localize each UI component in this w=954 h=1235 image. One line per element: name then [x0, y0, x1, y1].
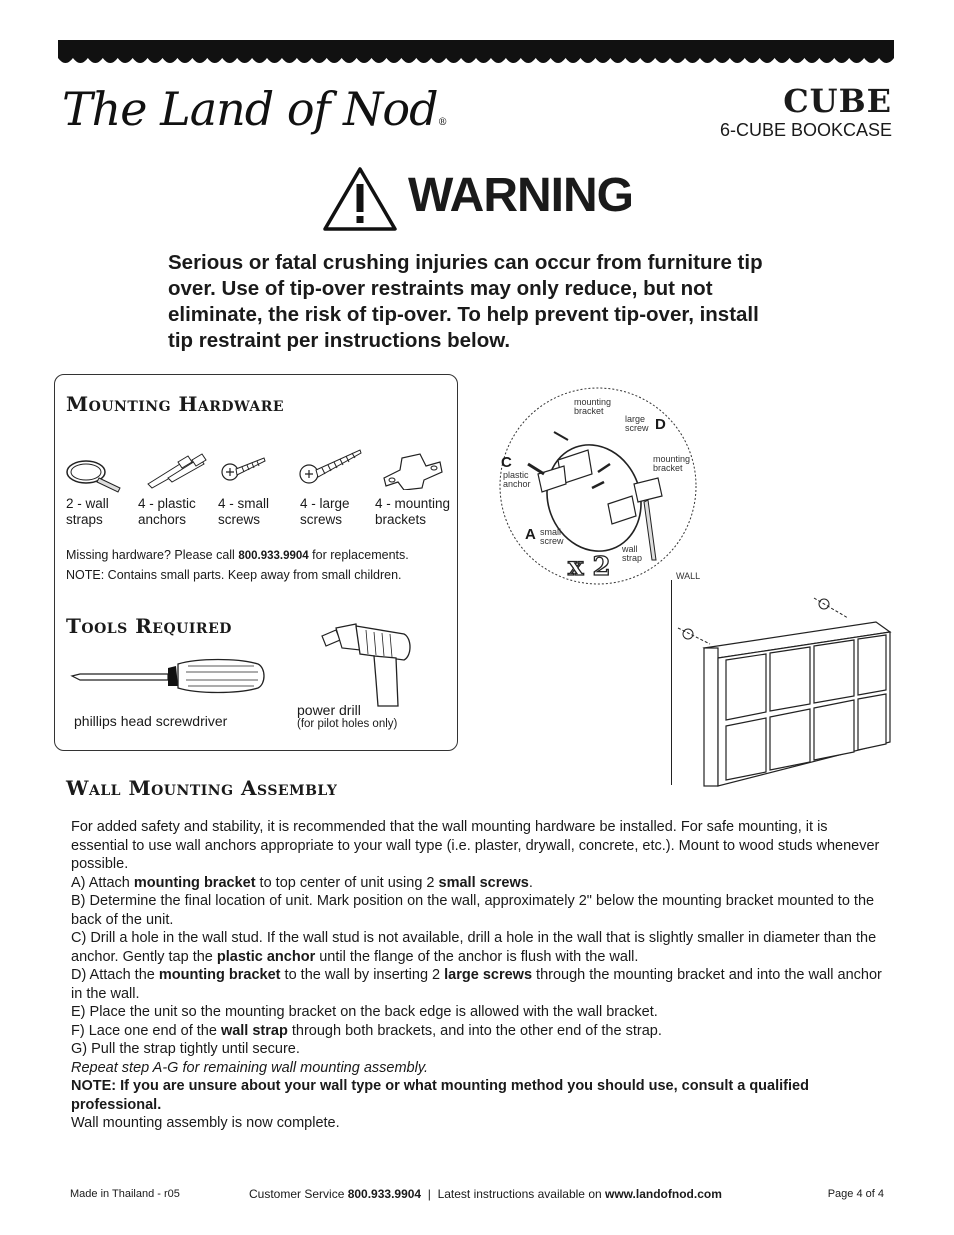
step-text: through the mounting bracket and into the wall anchor in the wall.: [71, 967, 882, 1002]
label-line: bracket: [574, 406, 604, 416]
missing-hardware-note: [66, 548, 409, 562]
cs-text: Customer Service: [249, 1187, 348, 1201]
hardware-item-small-screws: [218, 496, 269, 528]
label-line: plastic: [503, 470, 529, 480]
warning-triangle-icon: [322, 166, 398, 232]
step-text: through both brackets, and into the other end of the strap.: [287, 1022, 662, 1039]
step-e: E) Place the unit so the mounting bracket on the back edge is allowed with the wall bracket.: [71, 1004, 658, 1020]
cs-text: | Latest instructions available on: [421, 1187, 605, 1201]
step-text: to the wall by inserting 2: [280, 967, 445, 983]
label-wall-strap: [622, 545, 642, 563]
hardware-item-large-screws: [300, 496, 350, 528]
trademark: ®: [437, 117, 447, 128]
label-line: screw: [625, 423, 649, 433]
step-d: [71, 966, 887, 1003]
step-bold: mounting bracket: [133, 874, 256, 891]
drill-label: [297, 702, 397, 730]
step-b: B) Determine the final location of unit. Mark position on the wall, approximately 2" below the mounting bracket mounted to the back of the unit.: [71, 893, 875, 928]
missing-phone: 800.933.9904: [238, 550, 309, 562]
step-text: C) Drill a hole in the wall stud. If the wall stud is not available, drill a hole in the wall that is slightly smaller in diameter than the anchor. Gently tap the: [71, 930, 877, 965]
cs-phone: 800.933.9904: [347, 1187, 422, 1201]
tools-heading: Tools Required: [66, 614, 232, 638]
wall-strap-icon: [64, 456, 124, 496]
hardware-item-line: screws: [218, 512, 261, 527]
page-number: Page 4 of 4: [827, 1188, 884, 1200]
step-text: A) Attach: [71, 874, 134, 891]
plastic-anchor-icon: [144, 450, 210, 490]
screwdriver-label: phillips head screwdriver: [74, 713, 228, 729]
label-line: bracket: [653, 463, 683, 473]
hardware-item-line: 2 - wall: [66, 496, 109, 511]
letter-d: D: [655, 416, 666, 433]
hardware-item-line: 4 - large: [300, 496, 350, 511]
hardware-item-wall-straps: [66, 496, 109, 528]
wall-label: WALL: [676, 571, 701, 581]
hardware-item-line: 4 - plastic: [138, 496, 196, 511]
small-parts-note: NOTE: Contains small parts. Keep away from small children.: [66, 568, 402, 582]
brand-name: The Land of Nod: [62, 82, 438, 136]
warning-text: Serious or fatal crushing injuries can occur from furniture tip over. Use of tip-over restraints may only reduce, but not eliminate, the risk of tip-over. To help prevent tip-over, install tip restraint per instructions below.: [168, 251, 763, 352]
missing-text: Missing hardware? Please call: [66, 548, 239, 562]
professional-note: NOTE: If you are unsure about your wall type or what mounting method you should use, consult a qualified professional.: [71, 1078, 809, 1113]
large-screw-icon: [298, 446, 364, 486]
wall-line: [671, 580, 672, 785]
letter-a: A: [525, 526, 536, 543]
hardware-item-plastic-anchors: [138, 496, 196, 528]
step-bold: large screws: [444, 967, 533, 983]
step-text: .: [528, 874, 533, 891]
assembly-instructions: [71, 818, 887, 1133]
label-line: small: [540, 527, 562, 537]
step-g: G) Pull the strap tightly until secure.: [71, 1041, 300, 1057]
product-subtitle: 6-CUBE BOOKCASE: [719, 120, 892, 140]
label-mounting-bracket-right: [653, 455, 690, 473]
assembly-heading: Wall Mounting Assembly: [66, 776, 338, 800]
drill-label-text: power drill: [297, 702, 361, 718]
missing-text: for replacements.: [308, 548, 409, 562]
label-line: large: [625, 414, 646, 424]
label-line: anchor: [503, 479, 531, 489]
bookcase-illustration: [676, 592, 896, 792]
label-line: wall: [622, 544, 638, 554]
label-plastic-anchor: [503, 471, 531, 489]
step-text: F) Lace one end of the: [71, 1022, 221, 1039]
drill-sub-label: (for pilot holes only): [297, 718, 398, 730]
scalloped-border: [58, 40, 894, 66]
small-screw-icon: [220, 452, 268, 484]
hardware-item-line: straps: [66, 512, 103, 527]
product-title: CUBE: [783, 82, 892, 120]
hardware-item-line: 4 - mounting: [375, 496, 451, 511]
customer-service: [249, 1187, 722, 1201]
step-f: [71, 1022, 887, 1041]
made-in-label: Made in Thailand - r05: [70, 1188, 180, 1200]
label-line: screw: [540, 536, 564, 546]
hardware-item-line: anchors: [138, 512, 187, 527]
step-bold: small screws: [438, 874, 529, 891]
hardware-item-line: brackets: [375, 512, 427, 527]
step-bold: mounting bracket: [158, 967, 281, 983]
label-large-screw: [625, 415, 649, 433]
label-line: mounting: [653, 454, 691, 464]
hardware-item-line: screws: [300, 512, 343, 527]
repeat-note: Repeat step A-G for remaining wall mounting assembly.: [71, 1059, 429, 1076]
power-drill-icon: [316, 620, 416, 710]
step-c: [71, 929, 887, 966]
assembly-intro: For added safety and stability, it is recommended that the wall mounting hardware be installed. For safe mounting, it is essential to use wall anchors appropriate to your wall type (i.e. plaster, drywall, concrete, etc.). Mount to wood studs whenever possible.: [71, 819, 880, 872]
label-small-screw: [540, 528, 564, 546]
step-text: to top center of unit using 2: [255, 874, 439, 891]
brand-logo: [62, 82, 447, 136]
step-bold: plastic anchor: [216, 948, 316, 965]
warning-title: WARNING: [408, 169, 633, 222]
mounting-bracket-icon: [380, 452, 446, 490]
step-bold: wall strap: [220, 1022, 288, 1039]
label-mounting-bracket-top: [574, 398, 611, 416]
step-a: [71, 874, 887, 893]
label-line: mounting: [574, 397, 612, 407]
step-text: until the flange of the anchor is flush with the wall.: [315, 948, 639, 965]
hardware-item-mounting-brackets: [375, 496, 450, 528]
quantity-multiplier: x 2: [568, 552, 611, 582]
website-link[interactable]: www.landofnod.com: [605, 1187, 722, 1201]
hardware-item-line: 4 - small: [218, 496, 270, 511]
complete-note: Wall mounting assembly is now complete.: [71, 1115, 340, 1131]
label-line: strap: [622, 553, 643, 563]
letter-c: C: [501, 454, 512, 471]
screwdriver-icon: [68, 654, 268, 696]
step-text: D) Attach the: [71, 967, 159, 983]
hardware-heading: Mounting Hardware: [66, 392, 285, 416]
